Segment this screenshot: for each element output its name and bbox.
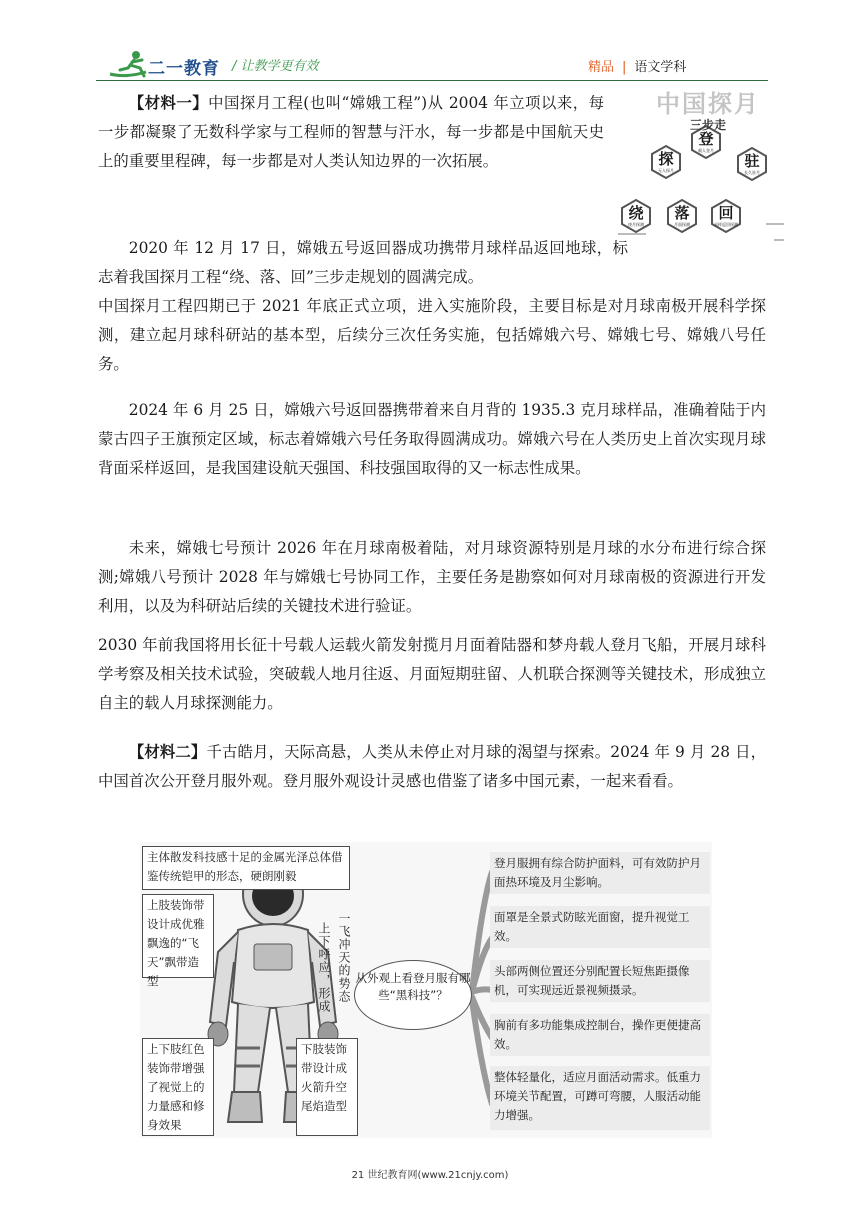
header-slogan: / 让教学更有效 xyxy=(232,59,319,74)
spacesuit-figure xyxy=(140,842,712,1138)
moon-node-char: 探 xyxy=(658,150,674,168)
material2-paragraph xyxy=(98,738,766,796)
moon-node-rao xyxy=(622,204,650,228)
note-left-lower: 上下肢红色装饰带增强了视觉上的力量感和修身效果 xyxy=(142,1038,214,1136)
right-item-3: 头部两侧位置还分别配置长短焦距摄像机，可实现远近景视频摄录。 xyxy=(490,960,710,1002)
question-bubble: 从外观上看登月服有哪些“黑科技”？ xyxy=(354,960,472,1030)
moon-node-sub: 长久驻月 xyxy=(744,170,760,175)
material1-paragraph-1 xyxy=(98,89,604,176)
material2-label: 【材料二】 xyxy=(128,743,207,761)
page-header xyxy=(0,0,860,80)
moon-node-char: 登 xyxy=(698,130,714,148)
moon-node-sub: 无人探月 xyxy=(658,168,674,173)
right-item-2: 面罩是全景式防眩光面窗，提升视觉工效。 xyxy=(490,906,710,948)
header-rule xyxy=(96,80,768,81)
material1-label: 【材料一】 xyxy=(128,94,209,112)
material1-p1-text: 中国探月工程(也叫“嫦娥工程”)从 2004 年立项以来，每一步都凝聚了无数科学家与工程师的智慧与汗水，每一步都是中国航天史上的重要里程碑，每一步都是对人类认知边界的一次拓展。 xyxy=(98,94,604,170)
moon-node-char: 回 xyxy=(718,204,734,222)
moon-node-zhu xyxy=(738,152,766,176)
right-item-4: 胸前有多功能集成控制台，操作更便捷高效。 xyxy=(490,1014,710,1056)
moon-node-sub: 月面探测 xyxy=(674,222,690,227)
page-footer: 21 世纪教育网(www.21cnjy.com) xyxy=(351,1170,509,1181)
moon-node-luo xyxy=(668,204,696,228)
material2-text: 千古皓月，天际高悬，人类从未停止对月球的渴望与探索。2024 年 9 月 28 日，中国首次公开登月服外观。登月服外观设计灵感也借鉴了诸多中国元素，一起来看看。 xyxy=(98,743,766,790)
moon-node-char: 落 xyxy=(674,204,690,222)
moon-node-sub: 采样返回探测 xyxy=(714,222,738,227)
vertical-caption-2: 上下呼应，形成 xyxy=(317,922,331,1013)
moon-node-char: 绕 xyxy=(628,204,644,222)
material1-paragraph-3: 中国探月工程四期已于 2021 年底正式立项，进入实施阶段，主要目标是对月球南极开展科学探测，建立起月球科研站的基本型，后续分三次任务实施，包括嫦娥六号、嫦娥七号、嫦娥八号任务。 xyxy=(98,297,766,373)
material1-paragraph-6: 2030 年前我国将用长征十号载人运载火箭发射揽月月面着陆器和梦舟载人登月飞船，开展月球科学考察及相关技术试验，突破载人地月往返、月面短期驻留、人机联合探测等关键技术，形成独立自主的载人月球探测能力。 xyxy=(98,636,766,712)
material1-paragraph-4: 2024 年 6 月 25 日，嫦娥六号返回器携带着来自月背的 1935.3 克月球样品，准确着陆于内蒙古四子王旗预定区域，标志着嫦娥六号任务取得圆满成功。嫦娥六号在人类历史上首次实现月球背面采样返回，是我国建设航天强国、科技强国取得的又一标志性成果。 xyxy=(98,401,766,477)
logo-text: 二一教育 xyxy=(148,59,220,79)
right-item-1: 登月服拥有综合防护面料，可有效防护月面热环境及月尘影响。 xyxy=(490,852,710,894)
vertical-caption-1: 一飞冲天的势态 xyxy=(337,912,351,1003)
note-top: 主体散发科技感十足的金属光泽总体借鉴传统铠甲的形态，硬朗刚毅 xyxy=(142,846,350,890)
moon-subtitle: 三步走 xyxy=(689,118,726,132)
moon-three-steps-graphic xyxy=(616,84,786,262)
moon-node-deng xyxy=(692,130,720,154)
moon-node-char: 驻 xyxy=(744,152,760,170)
header-badge: 精品 | 语文学科 xyxy=(588,60,687,75)
note-left-upper: 上肢装饰带设计成优雅飘逸的“飞天”飘带造型 xyxy=(142,894,214,978)
material1-paragraph-2: 2020 年 12 月 17 日，嫦娥五号返回器成功携带月球样品返回地球，标志着我国探月工程“绕、落、回”三步走规划的圆满完成。 xyxy=(98,239,628,286)
material1-paragraph-5: 未来，嫦娥七号预计 2026 年在月球南极着陆，对月球资源特别是月球的水分布进行综合探测;嫦娥八号预计 2028 年与嫦娥七号协同工作，主要任务是勘察如何对月球南极的资源进行开发利用，以及为科研站后续的关键技术进行验证。 xyxy=(98,539,766,615)
right-item-5: 整体轻量化，适应月面活动需求。低重力环境关节配置，可蹲可弯腰，人服活动能力增强。 xyxy=(490,1066,710,1130)
moon-node-sub: 载人登月 xyxy=(698,148,714,153)
badge-subject: 语文学科 xyxy=(634,60,687,75)
moon-title: 中国探月 xyxy=(656,90,760,118)
badge-quality: 精品 xyxy=(588,60,615,75)
moon-node-hui xyxy=(712,204,740,228)
moon-node-tan xyxy=(652,150,680,174)
moon-node-sub: 绕月探测 xyxy=(628,222,644,227)
note-bottom: 下肢装饰带设计成火箭升空尾焰造型 xyxy=(296,1038,358,1136)
